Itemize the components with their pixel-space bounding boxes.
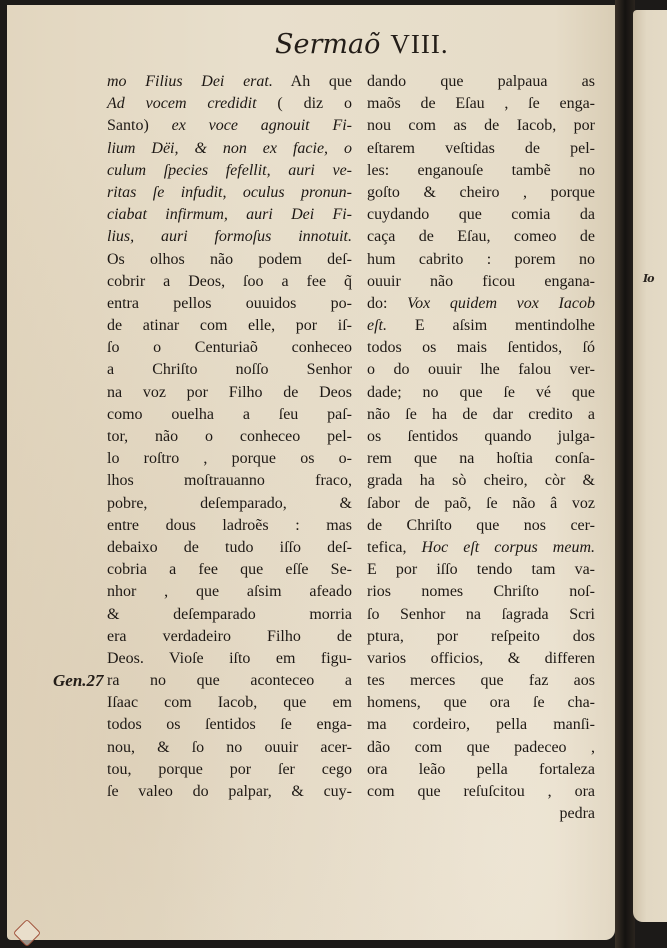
body-text: Santo) (107, 117, 172, 135)
margin-note: Gen.27 (53, 671, 104, 690)
text-line (107, 337, 352, 359)
text-line (107, 293, 352, 315)
body-text: nou com as de Iacob, por (367, 117, 595, 135)
body-text: entra pellos ouuidos po- (107, 294, 352, 312)
body-text: lo roſtro , porque os o- (107, 450, 352, 468)
text-line (367, 448, 595, 470)
text-line (367, 737, 595, 759)
body-text: varios officios, & differen (367, 649, 595, 667)
body-text: todos os ſentidos ſe enga- (107, 716, 352, 734)
body-text: na voz por Filho de Deos (107, 383, 352, 401)
body-text: ſe valeo do palpar, & cuy- (107, 783, 352, 800)
text-line (367, 271, 595, 293)
body-text: ra no que aconteceo a (107, 672, 352, 690)
text-line (107, 692, 352, 714)
text-line (107, 626, 352, 648)
text-column-right (367, 71, 595, 825)
latin-quote-text: culum ſpecies fefellit, auri ve- (107, 161, 352, 179)
text-line (367, 648, 595, 670)
text-line (367, 249, 595, 271)
text-line (107, 714, 352, 736)
text-line (367, 138, 595, 160)
body-text: tes merces que faz aos (367, 672, 595, 690)
text-line (367, 714, 595, 736)
text-line (107, 537, 352, 559)
body-text: os ſentidos quando julga- (367, 428, 595, 445)
text-line (367, 160, 595, 182)
body-text: maõs de Eſau , ſe enga- (367, 95, 595, 113)
body-text: goſto & cheiro , porque (367, 183, 595, 201)
body-text: Os olhos não podem deſ- (107, 250, 352, 268)
latin-quote-text: eſt. (367, 317, 387, 335)
text-line (107, 315, 352, 337)
text-line (107, 93, 352, 115)
text-line (367, 781, 595, 803)
book-page (7, 5, 615, 940)
latin-quote-text: lius, auri formoſus innotuit. (107, 228, 352, 246)
body-text: de Chriſto que nos cer- (367, 516, 595, 534)
text-line (367, 337, 595, 359)
text-line (107, 160, 352, 182)
latin-quote-text: lium Dëi, & non ex facie, o (107, 139, 352, 157)
running-head-number: VIII. (390, 29, 449, 59)
text-line (367, 71, 595, 93)
body-text: tefica, (367, 538, 422, 556)
body-text: tou, porque por ſer cego (107, 760, 352, 778)
text-line (367, 515, 595, 537)
body-text: rios nomes Chriſto noſ- (367, 583, 595, 601)
body-text: nhor , que aſsim afeado (107, 583, 352, 601)
text-line (107, 71, 352, 93)
body-text: entre dous ladroẽs : mas (107, 516, 352, 534)
body-text: E aſsim mentindolhe (387, 317, 595, 335)
body-text: o do ouuir lhe falou ver- (367, 361, 595, 379)
body-text: E por iſſo tendo tam va- (367, 561, 595, 579)
body-text: caça de Eſau, comeo de (367, 228, 595, 246)
text-line (107, 515, 352, 537)
text-line (367, 803, 595, 825)
text-line (367, 115, 595, 137)
body-text: ( diz o (256, 95, 352, 113)
body-text: ſabor de paõ, ſe não â voz (367, 494, 595, 512)
text-line (107, 559, 352, 581)
text-line (367, 226, 595, 248)
text-line (107, 271, 352, 293)
body-text: grada ha sò cheiro, còr & (367, 472, 595, 490)
body-text: lhos moſtrauanno fraco, (107, 472, 352, 490)
text-line (367, 759, 595, 781)
latin-quote-text: mo Filius Dei erat. (107, 73, 273, 90)
body-text: homens, que ora ſe cha- (367, 694, 595, 712)
body-text: cobria a fee que eſſe Se- (107, 561, 352, 579)
text-line (367, 581, 595, 603)
text-line (367, 670, 595, 692)
body-text: a Chriſto noſſo Senhor (107, 361, 352, 379)
body-text: do: (367, 294, 408, 312)
book-gutter (615, 0, 635, 948)
corner-tab (13, 919, 41, 947)
next-page-edge (633, 10, 667, 922)
body-text: & deſemparado morria (107, 605, 352, 623)
body-text: ora leão pella fortaleza (367, 760, 595, 778)
text-line (107, 226, 352, 248)
text-line (367, 470, 595, 492)
text-line (107, 581, 352, 603)
body-text: pobre, deſemparado, & (107, 494, 352, 512)
body-text: com que reſuſcitou , ora (367, 783, 595, 800)
text-line (367, 604, 595, 626)
text-line (107, 204, 352, 226)
text-line (367, 293, 595, 315)
latin-quote-text: Ad vocem credidit (107, 95, 257, 113)
body-text: não ſe ha de dar credito a (367, 405, 595, 423)
text-line (107, 404, 352, 426)
text-line (107, 426, 352, 448)
latin-quote-text: ex voce agnouit Fi- (171, 117, 352, 135)
latin-quote-text: Hoc eſt corpus meum. (421, 538, 595, 556)
body-text: eſtarem veſtidas de pel- (367, 139, 595, 157)
text-line (107, 493, 352, 515)
text-line (367, 404, 595, 426)
body-text: debaixo de tudo iſſo deſ- (107, 538, 352, 556)
latin-quote-text: Vox quidem vox Iacob (407, 294, 595, 312)
text-line (367, 93, 595, 115)
body-text: ſo o Centuriaõ conheceo (107, 339, 352, 357)
text-line (107, 737, 352, 759)
body-text: era verdadeiro Filho de (107, 627, 352, 645)
body-text: nou, & ſo no ouuir acer- (107, 738, 352, 756)
body-text: cuydando que comia da (367, 206, 595, 224)
text-line (107, 759, 352, 781)
body-text: Iſaac com Iacob, que em (107, 694, 352, 712)
text-line (107, 781, 352, 803)
running-head (275, 29, 449, 60)
text-line (367, 382, 595, 404)
text-line (367, 493, 595, 515)
text-line (367, 204, 595, 226)
body-text: todos os mais ſentidos, ſó (367, 339, 595, 357)
text-line (367, 537, 595, 559)
text-line (107, 115, 352, 137)
body-text: ſo Senhor na ſagrada Scri (367, 605, 595, 623)
body-text: Ah que (272, 73, 352, 90)
body-text: cobrir a Deos, ſoo a fee q̃ (107, 272, 352, 290)
running-head-title: Sermaõ (275, 29, 381, 60)
text-line (367, 692, 595, 714)
body-text: dão com que padeceo , (367, 738, 595, 756)
body-text: dando que palpaua as (367, 73, 595, 90)
text-line (107, 448, 352, 470)
text-line (367, 315, 595, 337)
body-text: dade; no que ſe vé que (367, 383, 595, 401)
text-line (367, 559, 595, 581)
text-line (107, 470, 352, 492)
latin-quote-text: ritas ſe infudit, oculus pronun- (107, 183, 352, 201)
text-line (107, 359, 352, 381)
text-line (107, 648, 352, 670)
text-line (107, 249, 352, 271)
text-line (107, 182, 352, 204)
body-text: les: enganouſe tambẽ no (367, 161, 595, 179)
text-line (107, 138, 352, 160)
text-line (107, 604, 352, 626)
text-line (367, 426, 595, 448)
body-text: Deos. Vioſe iſto em figu- (107, 649, 352, 667)
body-text: tor, não o conheceo pel- (107, 428, 352, 445)
text-line (367, 182, 595, 204)
bleed-through-text (117, 41, 131, 71)
body-text: pedra (559, 805, 595, 823)
body-text: ma cordeiro, pella manſi- (367, 716, 595, 734)
text-line (367, 359, 595, 381)
text-column-left (107, 71, 352, 803)
next-page-fragment: Io (643, 272, 654, 285)
latin-quote-text: ciabat infirmum, auri Dei Fi- (107, 206, 352, 224)
text-line (367, 626, 595, 648)
body-text: hum cabrito : porem no (367, 250, 595, 268)
body-text: de atinar com elle, por iſ- (107, 317, 352, 335)
text-line (107, 382, 352, 404)
body-text: ouuir não ficou engana- (367, 272, 595, 290)
body-text: rem que na hoſtia conſa- (367, 450, 595, 468)
text-line (107, 670, 352, 692)
body-text: como ouelha a ſeu paſ- (107, 405, 352, 423)
body-text: ptura, por reſpeito dos (367, 627, 595, 645)
